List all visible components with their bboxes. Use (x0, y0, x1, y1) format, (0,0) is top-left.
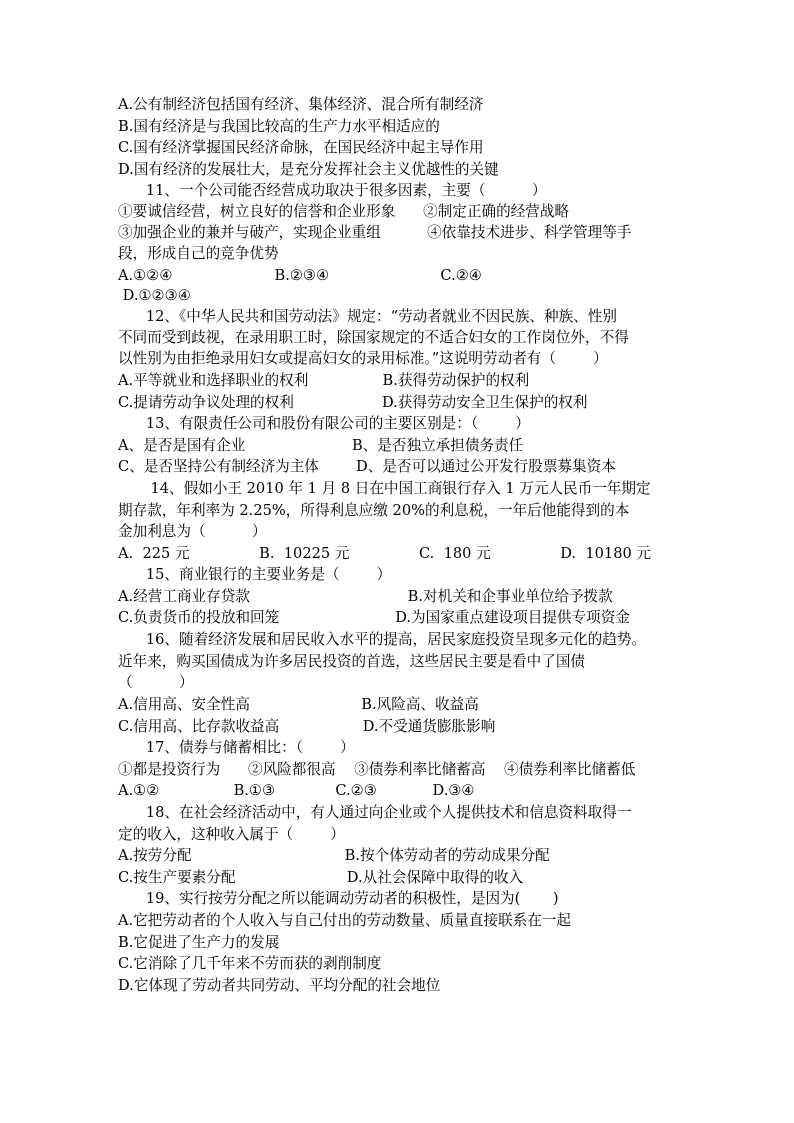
question-text: （ ） (118, 674, 194, 691)
option-line: A.按劳分配 B.按个体劳动者的劳动成果分配 (118, 847, 550, 864)
question-text: 定的收入，这种收入属于（ ） (118, 826, 345, 843)
option-line: B.它促进了生产力的发展 (118, 934, 280, 951)
option-line: A.①② B.①③ C.②③ D.③④ (118, 782, 475, 799)
question-12: 12、《中华人民共和国劳动法》规定：“劳动者就业不因民族、种族、性别 (118, 308, 617, 325)
option-line: D.国有经济的发展壮大，是充分发挥社会主义优越性的关键 (118, 161, 499, 178)
option-line: A.公有制经济包括国有经济、集体经济、混合所有制经济 (118, 96, 484, 113)
question-text: 期存款，年利率为 2.25%，所得利息应缴 20%的利息税，一年后他能得到的本 (118, 502, 630, 519)
option-line: B.国有经济是与我国比较高的生产力水平相适应的 (118, 118, 440, 135)
question-16: 16、随着经济发展和居民收入水平的提高，居民家庭投资呈现多元化的趋势。 (118, 631, 647, 648)
statement-line: ①都是投资行为 ②风险都很高 ③债券利率比储蓄高 ④债券利率比储蓄低 (118, 761, 636, 778)
option-line: C.提请劳动争议处理的权利 D.获得劳动安全卫生保护的权利 (118, 394, 588, 411)
question-18: 18、在社会经济活动中，有人通过向企业或个人提供技术和信息资料取得一 (118, 804, 632, 821)
option-line: A、是否是国有企业 B、是否独立承担债务责任 (118, 437, 524, 454)
option-line: A.经营工商业存贷款 B.对机关和企事业单位给予拨款 (118, 588, 613, 605)
option-line: A.它把劳动者的个人收入与自己付出的劳动数量、质量直接联系在一起 (118, 912, 571, 929)
option-line: A.信用高、安全性高 B.风险高、收益高 (118, 696, 479, 713)
question-19: 19、实行按劳分配之所以能调动劳动者的积极性，是因为( ) (118, 890, 559, 907)
question-text: 不同而受到歧视，在录用职工时，除国家规定的不适合妇女的工作岗位外，不得 (118, 329, 629, 346)
statement-line: ③加强企业的兼并与破产，实现企业重组 ④依靠技术进步、科学管理等手 (118, 224, 632, 241)
question-text: 以性别为由拒绝录用妇女或提高妇女的录用标准。”这说明劳动者有（ ） (118, 350, 608, 367)
option-line: A.平等就业和选择职业的权利 B.获得劳动保护的权利 (118, 372, 530, 389)
question-11: 11、一个公司能否经营成功取决于很多因素，主要（ ） (118, 182, 547, 199)
option-line: D.①②③④ (118, 287, 191, 304)
option-line: A. 225 元 B. 10225 元 C. 180 元 D. 10180 元 (118, 545, 651, 562)
question-text: 近年来，购买国债成为许多居民投资的首选，这些居民主要是看中了国债 (118, 653, 586, 670)
statement-line: 段，形成自己的竞争优势 (118, 245, 279, 262)
question-text: 金加利息为（ ） (118, 523, 267, 540)
question-14: 14、假如小王 2010 年 1 月 8 日在中国工商银行存入 1 万元人民币一年期定 (118, 480, 651, 497)
option-line: C.它消除了几千年来不劳而获的剥削制度 (118, 955, 382, 972)
option-line: C.国有经济掌握国民经济命脉，在国民经济中起主导作用 (118, 139, 484, 156)
question-15: 15、商业银行的主要业务是（ ） (118, 566, 392, 583)
statement-line: ①要诚信经营，树立良好的信誉和企业形象 ②制定正确的经营战略 (118, 203, 570, 220)
option-line: C、是否坚持公有制经济为主体 D、是否可以通过公开发行股票募集资本 (118, 458, 616, 475)
option-line: C.按生产要素分配 D.从社会保障中取得的收入 (118, 869, 524, 886)
option-line: C.信用高、比存款收益高 D.不受通货膨胀影响 (118, 718, 496, 735)
option-line: D.它体现了劳动者共同劳动、平均分配的社会地位 (118, 977, 441, 994)
question-17: 17、债券与储蓄相比：（ ） (118, 739, 355, 756)
option-line: C.负责货币的投放和回笼 D.为国家重点建设项目提供专项资金 (118, 609, 630, 626)
option-line: A.①②④ B.②③④ C.②④ (118, 267, 482, 284)
question-13: 13、有限责任公司和股份有限公司的主要区别是：（ ） (118, 415, 530, 432)
